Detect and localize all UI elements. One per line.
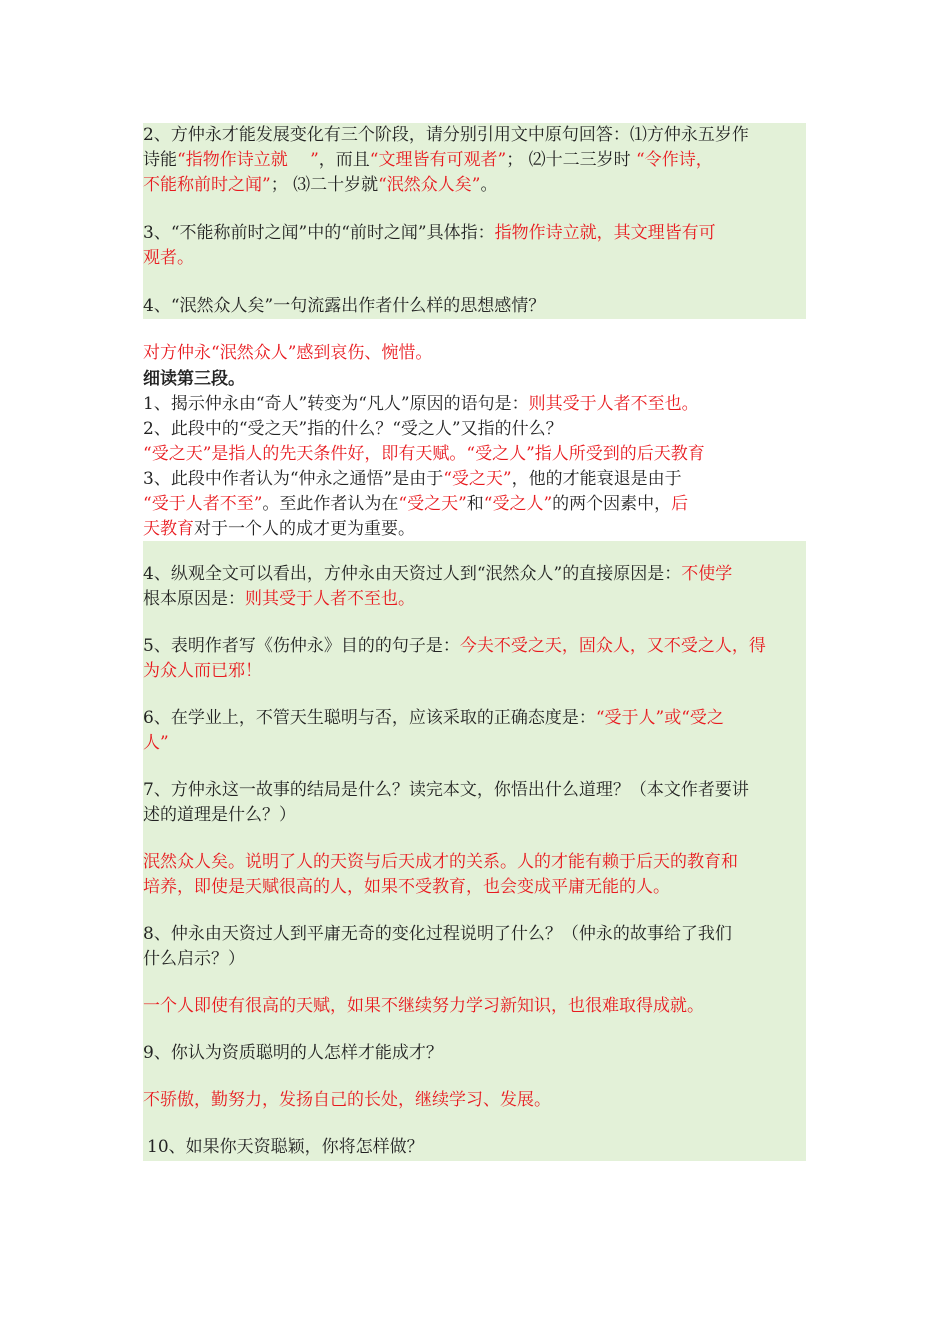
section-3-a3-5b: 天教育 — [143, 519, 194, 539]
question-3-line-1 — [143, 221, 806, 246]
question-2-text-d: ，而且 — [318, 150, 370, 170]
question-9: 9、你认为资质聪明的人怎样才能成才？ — [143, 1043, 443, 1063]
answer-4-block — [143, 341, 806, 366]
section-3-a3-2: “受于人者不至” — [143, 494, 263, 514]
section-3-block — [143, 367, 806, 542]
answer-2-1: “指物作诗立就 ” — [177, 150, 319, 170]
question-2-text: 2、方仲永才能发展变化有三个阶段，请分别引用文中原句回答：⑴方仲永五岁作 — [143, 125, 749, 145]
question-2-text-f: ； ⑵十二三岁时 — [506, 150, 636, 170]
answer-2-3b: 不能称前时之闻” — [143, 175, 271, 195]
question-4-line — [143, 294, 806, 319]
section-3-a1: 则其受于人者不至也。 — [528, 394, 699, 414]
answer-3a: 指物作诗立就，其文理皆有可 — [494, 223, 716, 243]
question-4b-text-c: 根本原因是： — [143, 589, 245, 609]
answer-9: 不骄傲，勤努力，发扬自己的长处，继续学习、发展。 — [143, 1090, 551, 1110]
question-2-line-3 — [143, 173, 806, 198]
question-3-line-2 — [143, 246, 806, 271]
question-4b-line-2 — [143, 587, 806, 612]
question-2-text-b: 诗能 — [143, 150, 177, 170]
answer-5a: 今夫不受之天，固众人，又不受之人，得 — [459, 636, 766, 656]
answer-2-3a: “令作诗， — [636, 150, 713, 170]
question-2-text-i: ； ⑶二十岁就 — [270, 175, 379, 195]
question-10: 10、如果你天资聪颖，你将怎样做？ — [147, 1137, 424, 1157]
question-5-text: 5、表明作者写《伤仲永》目的的句子是： — [143, 636, 460, 656]
answer-5b: 为众人而已邪！ — [143, 661, 262, 681]
section-3-a3-1: “受之天” — [443, 469, 512, 489]
question-2-line-1 — [143, 123, 806, 148]
answer-7-line-2: 培养，即使是天赋很高的人，如果不受教育，也会变成平庸无能的人。 — [143, 877, 670, 897]
question-6-text: 6、在学业上，不管天生聪明与否，应该采取的正确态度是： — [143, 708, 596, 728]
questions-4-10-block — [143, 541, 806, 1161]
section-3-q3-line-1 — [143, 467, 806, 492]
question-4b-text: 4、纵观全文可以看出，方仲永由天资过人到“泯然众人”的直接原因是： — [143, 564, 682, 584]
section-3-q3-text-g: 和 — [466, 494, 484, 514]
answer-7-line-1: 泯然众人矣。说明了人的天资与后天成才的关系。人的才能有赖于后天的教育和 — [143, 852, 738, 872]
answer-2-2: “文理皆有可观者” — [369, 150, 507, 170]
section-3-q3-line-3 — [143, 517, 806, 542]
question-7-line-1 — [143, 778, 806, 803]
question-8-line-1: 8、仲永由天资过人到平庸无奇的变化过程说明了什么？（仲永的故事给了我们 — [143, 924, 732, 944]
section-3-a2: “受之天”是指人的先天条件好，即有天赋。“受之人”指人所受到的后天教育 — [143, 444, 705, 464]
answer-4b-direct: 不使学 — [681, 564, 733, 584]
section-3-title: 细读第三段。 — [143, 369, 245, 389]
answer-4: 对方仲永“泯然众人”感到哀伤、惋惜。 — [143, 343, 433, 363]
answer-3b: 观者。 — [143, 248, 194, 268]
answer-2-4: “泯然众人矣” — [378, 175, 481, 195]
question-4-block — [143, 295, 806, 319]
question-2-text-k: 。 — [480, 175, 498, 195]
question-3-block — [143, 198, 806, 295]
question-5-line-2 — [143, 659, 806, 684]
answer-8: 一个人即使有很高的天赋，如果不继续努力学习新知识，也很难取得成就。 — [143, 996, 704, 1016]
question-6-line-1 — [143, 706, 806, 731]
question-6-line-2 — [143, 731, 806, 756]
answer-6b: 人” — [143, 733, 169, 753]
question-7-text: 7、方仲永这一故事的结局是什么？读完本文，你悟出什么道理？（本文作者要讲 — [143, 780, 749, 800]
question-7-line-2: 述的道理是什么？） — [143, 805, 296, 825]
answer-6a: “受于人”或“受之 — [595, 708, 724, 728]
section-3-q3-text-a: 3、此段中作者认为“仲永之通悟”是由于 — [143, 469, 444, 489]
section-3-q3-line-2 — [143, 492, 806, 517]
section-3-q3-text-l: 对于一个人的成才更为重要。 — [194, 519, 415, 539]
section-3-a3-5a: 后 — [671, 494, 689, 514]
question-2-block — [143, 123, 806, 198]
question-4b-line-1 — [143, 562, 806, 587]
question-4-text: 4、“泯然众人矣”一句流露出作者什么样的思想感情？ — [143, 296, 546, 316]
question-3-text: 3、“不能称前时之闻”中的“前时之闻”具体指： — [143, 223, 495, 243]
section-3-q3-text-c: ，他的才能衰退是由于 — [511, 469, 682, 489]
question-5-line-1 — [143, 634, 806, 659]
section-3-a3-4: “受之人” — [483, 494, 553, 514]
question-2-line-2 — [143, 148, 806, 173]
section-3-q2: 2、此段中的“受之天”指的什么？“受之人”又指的什么？ — [143, 419, 563, 439]
section-3-a3-3: “受之天” — [398, 494, 467, 514]
answer-4b-root: 则其受于人者不至也。 — [245, 589, 415, 609]
question-8-line-2: 什么启示？） — [143, 949, 245, 969]
section-3-q1-text: 1、揭示仲永由“奇人”转变为“凡人”原因的语句是： — [143, 394, 529, 414]
section-3-q1 — [143, 392, 806, 417]
section-3-q3-text-i: 的两个因素中， — [552, 494, 672, 514]
section-3-q3-text-e: 。至此作者认为在 — [262, 494, 399, 514]
